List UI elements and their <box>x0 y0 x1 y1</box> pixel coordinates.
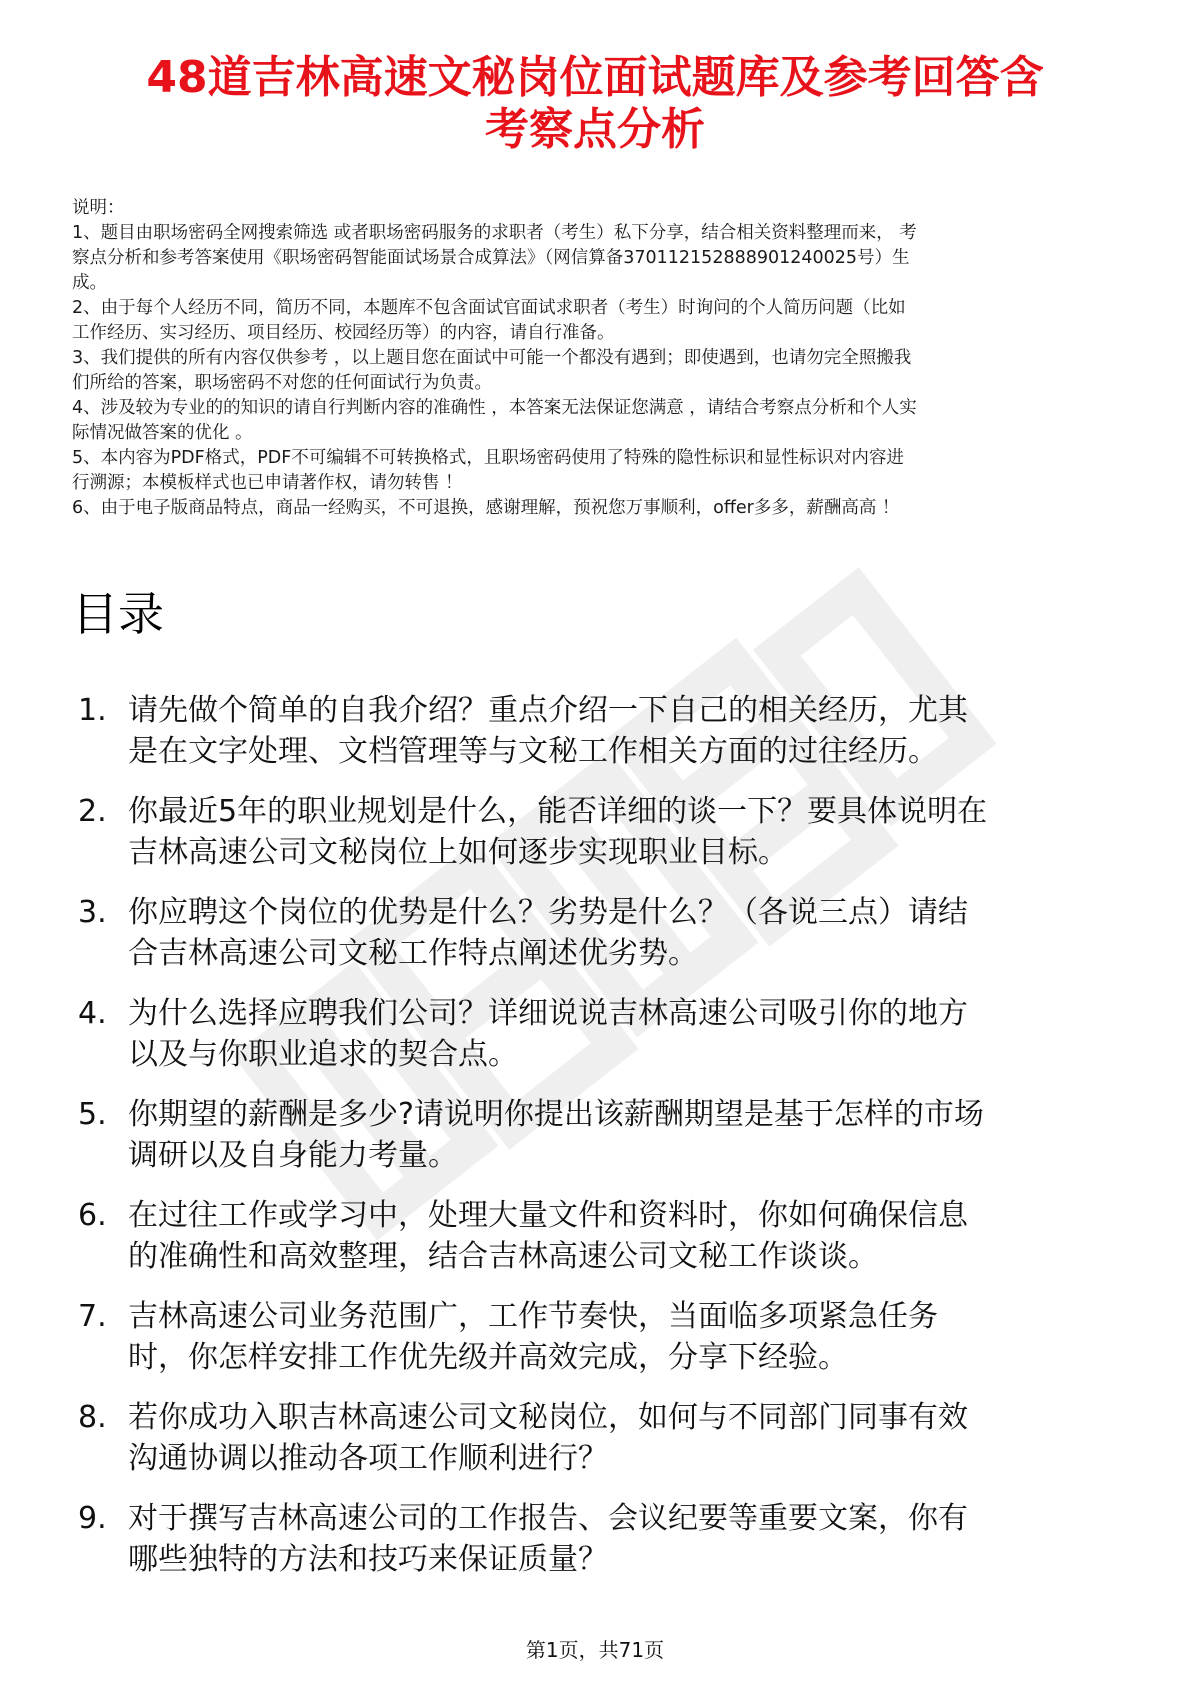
notes-line: 1、题目由职场密码全网搜索筛选 或者职场密码服务的求职者（考生）私下分享，结合相关资料整理而来， 考 <box>72 223 917 243</box>
toc-item-number: 5. <box>78 1097 107 1132</box>
toc-item[interactable] <box>72 892 1132 974</box>
toc-item-line: 合吉林高速公司文秘工作特点阐述优劣势。 <box>128 936 698 971</box>
toc-heading: 目录 <box>72 587 164 641</box>
notes-line: 5、本内容为PDF格式，PDF不可编辑不可转换格式，且职场密码使用了特殊的隐性标识和显性标识对内容进 <box>72 448 904 468</box>
toc-item-number: 6. <box>78 1198 107 1233</box>
notes-line: 4、涉及较为专业的的知识的请自行判断内容的准确性 ，本答案无法保证您满意 ，请结合考察点分析和个人实 <box>72 398 917 418</box>
notes-line: 3、我们提供的所有内容仅供参考 ，以上题目您在面试中可能一个都没有遇到；即使遇到，也请勿完全照搬我 <box>72 348 912 368</box>
notes-line: 们所给的答案，职场密码不对您的任何面试行为负责。 <box>72 373 492 393</box>
toc-item-line: 哪些独特的方法和技巧来保证质量？ <box>128 1542 608 1577</box>
toc-item-line: 调研以及自身能力考量。 <box>128 1138 458 1173</box>
toc-list <box>72 690 1132 1599</box>
toc-item-number: 3. <box>78 895 107 930</box>
toc-item[interactable] <box>72 1498 1132 1580</box>
toc-item-line: 若你成功入职吉林高速公司文秘岗位，如何与不同部门同事有效 <box>128 1400 968 1435</box>
toc-item-line: 的准确性和高效整理，结合吉林高速公司文秘工作谈谈。 <box>128 1239 878 1274</box>
toc-item-line: 时，你怎样安排工作优先级并高效完成，分享下经验。 <box>128 1340 848 1375</box>
toc-item-number: 7. <box>78 1299 107 1334</box>
toc-item[interactable] <box>72 1296 1132 1378</box>
toc-item-number: 9. <box>78 1501 107 1536</box>
toc-item[interactable] <box>72 1397 1132 1479</box>
toc-item-number: 2. <box>78 794 107 829</box>
notes-heading: 说明： <box>72 198 125 218</box>
notes-line: 6、由于电子版商品特点，商品一经购买，不可退换，感谢理解，预祝您万事顺利，offer多多，薪酬高高 ！ <box>72 498 900 518</box>
toc-item-line: 你期望的薪酬是多少?请说明你提出该薪酬期望是基于怎样的市场 <box>128 1097 984 1132</box>
toc-item-number: 1. <box>78 693 107 728</box>
toc-item-line: 你应聘这个岗位的优势是什么？劣势是什么？（各说三点）请结 <box>128 895 968 930</box>
toc-item[interactable] <box>72 1195 1132 1277</box>
notes-line: 2、由于每个人经历不同，简历不同，本题库不包含面试官面试求职者（考生）时询问的个人简历问题（比如 <box>72 298 906 318</box>
toc-item[interactable] <box>72 1094 1132 1176</box>
notes-line: 行溯源；本模板样式也已申请著作权，请勿转售 ！ <box>72 473 463 493</box>
notes-line: 察点分析和参考答案使用《职场密码智能面试场景合成算法》（网信算备370112152888901240025号）生 <box>72 248 910 268</box>
toc-item-line: 在过往工作或学习中，处理大量文件和资料时，你如何确保信息 <box>128 1198 968 1233</box>
toc-item-number: 4. <box>78 996 107 1031</box>
toc-item-line: 请先做个简单的自我介绍？重点介绍一下自己的相关经历，尤其 <box>128 693 968 728</box>
toc-item-line: 吉林高速公司业务范围广，工作节奏快，当面临多项紧急任务 <box>128 1299 938 1334</box>
title-line-1: 48道吉林高速文秘岗位面试题库及参考回答含 <box>146 52 1044 103</box>
document-title <box>60 52 1130 156</box>
toc-item-number: 8. <box>78 1400 107 1435</box>
toc-item-line: 是在文字处理、文档管理等与文秘工作相关方面的过往经历。 <box>128 734 938 769</box>
notes-line: 成。 <box>72 273 107 293</box>
page-footer: 第1页，共71页 <box>525 1638 665 1662</box>
disclaimer-notes <box>72 196 1122 521</box>
toc-item-line: 你最近5年的职业规划是什么，能否详细的谈一下？要具体说明在 <box>128 794 988 829</box>
toc-item-line: 吉林高速公司文秘岗位上如何逐步实现职业目标。 <box>128 835 788 870</box>
toc-item[interactable] <box>72 993 1132 1075</box>
toc-item-line: 沟通协调以推动各项工作顺利进行？ <box>128 1441 608 1476</box>
notes-line: 际情况做答案的优化 。 <box>72 423 253 443</box>
toc-item[interactable] <box>72 791 1132 873</box>
toc-item-line: 为什么选择应聘我们公司？详细说说吉林高速公司吸引你的地方 <box>128 996 968 1031</box>
notes-line: 工作经历、实习经历、项目经历、校园经历等）的内容，请自行准备。 <box>72 323 615 343</box>
toc-item-line: 以及与你职业追求的契合点。 <box>128 1037 518 1072</box>
toc-item-line: 对于撰写吉林高速公司的工作报告、会议纪要等重要文案，你有 <box>128 1501 968 1536</box>
title-line-2: 考察点分析 <box>485 104 705 155</box>
toc-item[interactable] <box>72 690 1132 772</box>
